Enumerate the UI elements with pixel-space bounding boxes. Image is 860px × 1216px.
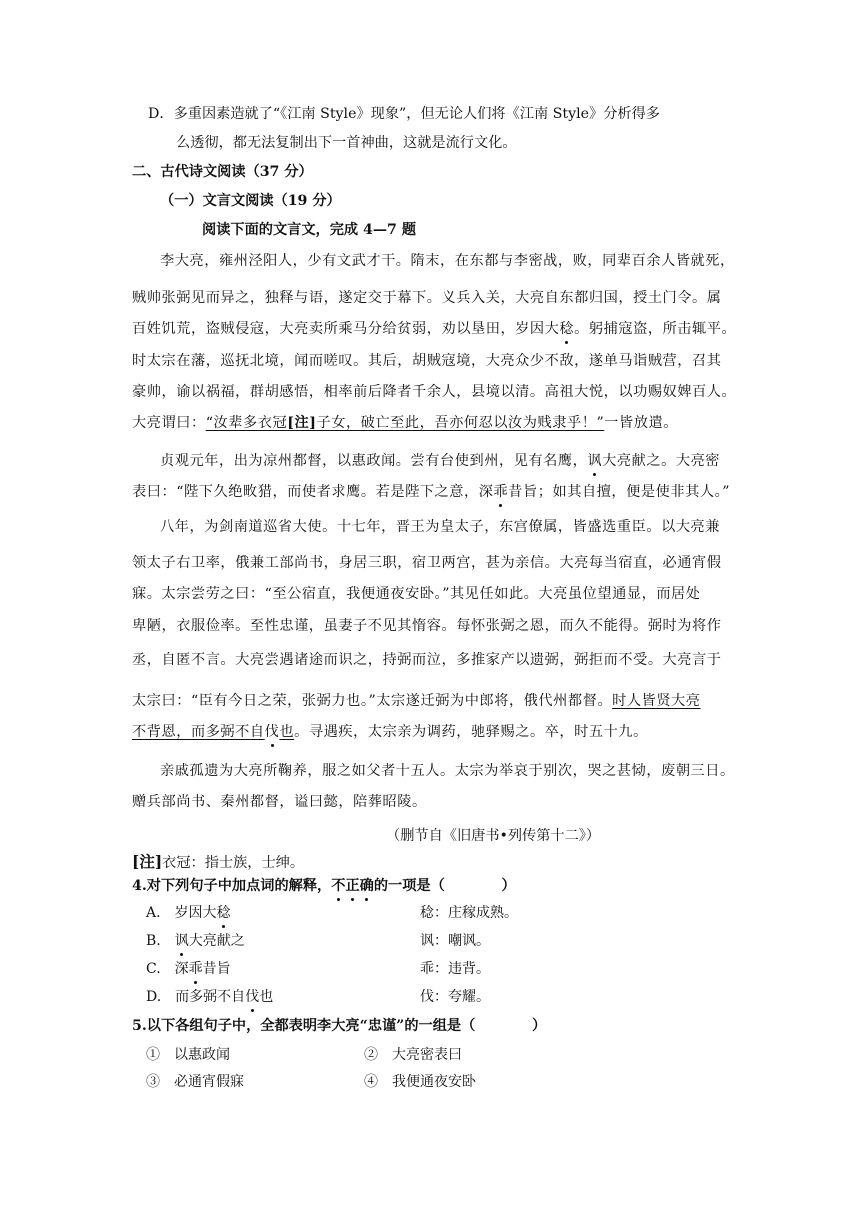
- passage-source: （删节自《旧唐书•列传第十二》）: [386, 828, 601, 844]
- q4-option-b: B. 讽大亮献之: [146, 933, 245, 949]
- dotted-word: 讽: [587, 453, 603, 469]
- section-subtitle: （一）文言文阅读（19 分）: [160, 193, 341, 209]
- passage-line: 亲戚孤遗为大亮所鞠养，服之如父者十五人。太宗为举哀于别次，哭之甚恸，废朝三日。: [160, 763, 735, 779]
- passage-line: 卑陋，衣服俭率。至性忠谨，虽妻子不见其惰容。每怀张弼之恩，而久不能得。弼时为将作: [132, 618, 722, 634]
- prev-option-d-line1: D．多重因素造就了“《江南 Style》现象”，但无论人们将《江南 Style》分析得多: [148, 106, 660, 122]
- footnote-marker: [注]: [132, 852, 163, 871]
- q5-item-1: ① 以惠政闻: [146, 1047, 230, 1063]
- underlined-sentence: “汝辈多衣冠[注]子女，破亡至此，吾亦何忍以汝为贱隶乎！”: [205, 415, 605, 431]
- section-title: 二、古代诗文阅读（37 分）: [132, 164, 313, 180]
- q5-item-4: ④ 我便通夜安卧: [364, 1074, 476, 1090]
- passage-line: 时太宗在藩，巡抚北境，闻而嗟叹。其后，胡贼寇境，大亮众少不敌，遂单马诣贼营，召其: [132, 353, 722, 369]
- q4-option-d-explain: 伐：夸耀。: [420, 989, 490, 1005]
- footnote: [注]衣冠：指士族，士绅。: [132, 852, 305, 871]
- q4-option-c-explain: 乖：违背。: [420, 961, 490, 977]
- passage-line: 不背恩，而多弼不自伐也。寻遇疾，太宗亲为调药，驰驿赐之。卒，时五十九。: [132, 724, 648, 740]
- question-4-stem: 4.对下列句子中加点词的解释，不正确的一项是（ ）: [132, 878, 516, 894]
- passage-line: 李大亮，雍州泾阳人，少有文武才干。隋末，在东都与李密战，败，同辈百余人皆就死，: [160, 253, 735, 269]
- q4-option-b-explain: 讽：嘲讽。: [420, 933, 490, 949]
- underlined-sentence: 时人皆贤大亮: [612, 693, 701, 709]
- passage-line: 贼帅张弼见而异之，独释与语，遂定交于幕下。义兵入关，大亮自东都归国，授土门令。属: [132, 290, 722, 306]
- q4-option-c: C. 深乖昔旨: [146, 961, 231, 977]
- q4-option-a-explain: 稔：庄稼成熟。: [420, 905, 518, 921]
- question-5-stem: 5.以下各组句子中，全都表明李大亮“忠谨”的一组是（ ）: [132, 1018, 547, 1034]
- q4-option-d: D. 而多弼不自伐也: [146, 989, 274, 1005]
- prev-option-d-line2: 么透彻，都无法复制出下一首神曲，这就是流行文化。: [176, 135, 517, 151]
- dotted-word: 乖: [493, 484, 509, 500]
- q5-item-2: ② 大亮密表曰: [364, 1047, 462, 1063]
- underlined-sentence: 不背恩，而多弼不自伐也: [132, 724, 295, 740]
- passage-line: 表曰：“陛下久绝畋猎，而使者求鹰。若是陛下之意，深乖昔旨；如其自擅，便是使非其人。”: [132, 484, 731, 500]
- note-marker: [注]: [287, 415, 317, 431]
- passage-line: 豪帅，谕以祸福，群胡感悟，相率前后降者千余人，县境以清。高祖大悦，以功赐奴婢百人。: [132, 384, 737, 400]
- passage-line: 百姓饥荒，盗贼侵寇，大亮卖所乘马分给贫弱，劝以垦田，岁因大稔。躬捕寇盗，所击辄平。: [132, 321, 737, 337]
- q4-option-a: A. 岁因大稔: [146, 905, 231, 921]
- reading-instruction: 阅读下面的文言文，完成 4—7 题: [202, 222, 417, 238]
- dotted-word: 稔: [559, 321, 575, 337]
- q5-item-3: ③ 必通宵假寐: [146, 1074, 244, 1090]
- passage-line: 寐。太宗尝劳之曰：“至公宿直，我便通夜安卧。”其见任如此。大亮虽位望通显，而居处: [132, 586, 701, 602]
- passage-line: 大亮谓曰：“汝辈多衣冠[注]子女，破亡至此，吾亦何忍以汝为贱隶乎！”一皆放遣。: [132, 415, 678, 431]
- passage-line: 八年，为剑南道巡省大使。十七年，晋王为皇太子，东宫僚属，皆盛选重臣。以大亮兼: [160, 519, 721, 535]
- passage-line: 领太子右卫率，俄兼工部尚书，身居三职，宿卫两宫，甚为亲信。大亮每当宿直，必通宵假: [132, 555, 722, 571]
- passage-line: 丞，自匿不言。大亮尝遇诸途而识之，持弼而泣，多推家产以遗弼，弼拒而不受。大亮言于: [132, 652, 722, 668]
- passage-line: 赠兵部尚书、秦州都督，谥曰懿，陪葬昭陵。: [132, 794, 427, 810]
- passage-line: 太宗曰：“臣有今日之荣，张弼力也。”太宗遂迁弼为中郎将，俄代州都督。时人皆贤大亮: [132, 693, 701, 709]
- passage-line: 贞观元年，出为凉州都督，以惠政闻。尝有台使到州，见有名鹰，讽大亮献之。大亮密: [160, 453, 721, 469]
- dotted-word: 伐: [264, 724, 280, 740]
